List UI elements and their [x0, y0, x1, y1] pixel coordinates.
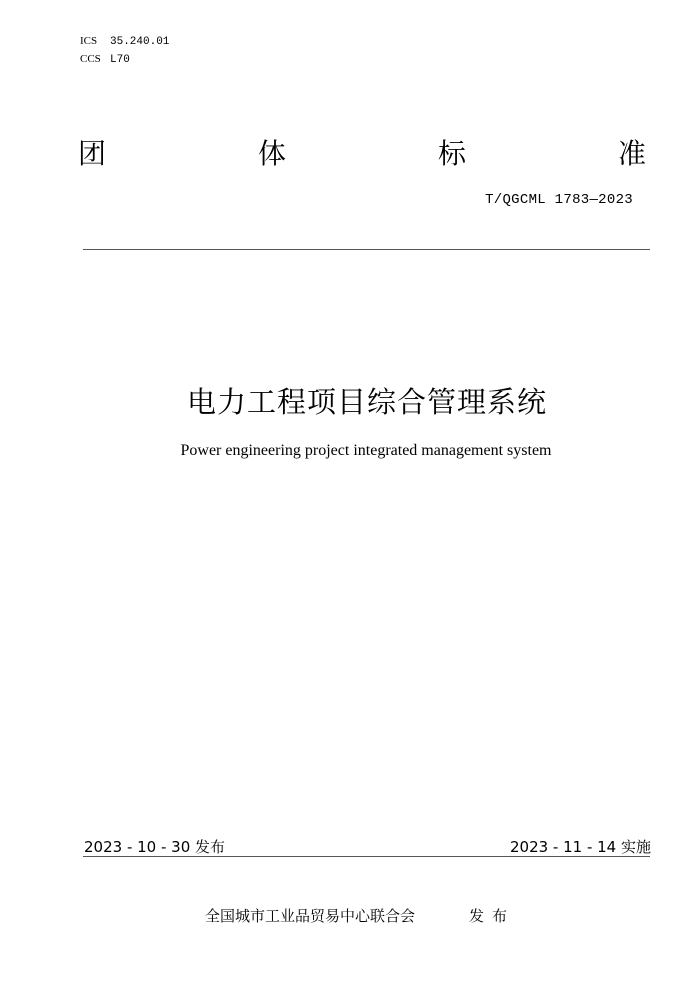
standard-type-char: 准: [617, 137, 646, 170]
standard-type-char: 标: [437, 137, 466, 170]
document-title-english: Power engineering project integrated management system: [180, 442, 552, 459]
ccs-label: CCS: [80, 53, 101, 65]
ccs-code-row: [80, 52, 130, 67]
issue-label: 发布: [469, 907, 516, 925]
ics-label: ICS: [80, 35, 98, 47]
standard-type-char: 团: [78, 137, 107, 170]
effective-date: 2023 - 11 - 14 实施: [509, 838, 651, 856]
document-title-chinese: 电力工程项目综合管理系统: [186, 385, 547, 419]
standard-type-char: 体: [257, 137, 286, 170]
publish-date: 2023 - 10 - 30 发布: [84, 838, 226, 856]
ccs-value: L70: [110, 54, 130, 66]
ics-value: 35.240.01: [110, 36, 170, 48]
header-divider: [83, 249, 650, 250]
ics-code-row: [80, 34, 169, 49]
standard-type-heading: [78, 134, 646, 174]
issuing-organization: 全国城市工业品贸易中心联合会: [205, 907, 416, 925]
standard-number: T/QGCML 1783—2023: [485, 192, 633, 208]
footer-divider: [83, 856, 650, 857]
